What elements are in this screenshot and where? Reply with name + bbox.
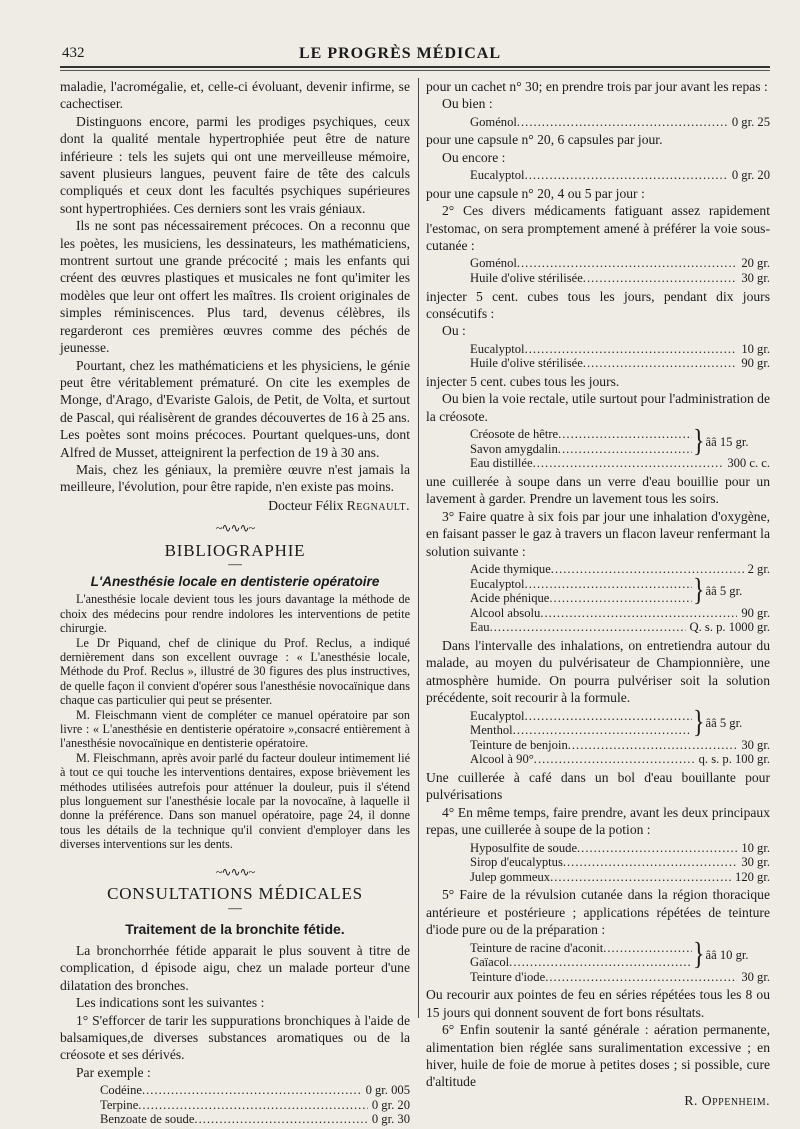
paragraph: 6° Enfin soutenir la santé générale : aération permanente, alimentation bien réglée sans suralimentation excessive ; en hiver, huile de foie de morue à petites doses ; si possible, cure d'altitude [426,1022,770,1090]
group-amount: ââ 10 gr. [705,947,749,962]
author-signature [426,1092,770,1109]
paragraph: M. Fleischmann vient de compléter ce manuel opératoire par son livre : « L'anesthésie en dentisterie opératoire »,consacré entièrement à l'anesthésie novocaïnique en dentisterie opératoire. [60,707,410,751]
prescription-line: Goménol ..... 20 gr. [470,256,770,271]
header-rule-thin [60,70,770,71]
brace-symbol: } [693,706,705,741]
paragraph: maladie, l'acromégalie, et, celle-ci évoluant, devenir infirme, se cachectiser. [60,79,410,112]
prescription-line: Goménol ..... 0 gr. 25 [470,115,770,130]
prescription-line: Eucalyptol ..... [470,577,692,592]
title-dash: — [228,899,242,915]
prescription-line: Eau ..... Q. s. p. 1000 gr. [470,620,770,635]
prescription-line: Teinture d'iode ..... 30 gr. [470,970,770,985]
prescription-line: Acide phénique ..... [470,591,692,606]
paragraph: La bronchorrhée fétide apparait le plus souvent à titre de complication, d épisode aigu, chez un malade porteur d'une dilatation des bronches. [60,942,410,993]
prescription [470,706,770,767]
paragraph: Ou bien : [442,96,493,112]
paragraph: pour une capsule n° 20, 4 ou 5 par jour : [426,185,645,201]
prescription-group [470,574,770,609]
prescription-line: Créosote de hêtre ..... [470,427,692,442]
group-amount: ââ 5 gr. [705,715,743,730]
prescription-line: Sirop d'eucalyptus ..... 30 gr. [470,855,770,870]
signature-name: Regnault. [346,497,410,513]
section-ornament: ~∿∿∿~ [215,864,255,879]
paragraph: 2° Ces divers médicaments fatiguant assez rapidement l'estomac, on sera promptement amené à préférer la voie sous-cutanée : [426,203,770,254]
paragraph: Le Dr Piquand, chef de clinique du Prof. Reclus, a indiqué dernièrement dans son excellent ouvrage : « L'anesthésie locale, Méthode du Prof. Reclus », illustré de 30 figures des plus instructives, de quelle façon il convient d'opérer sous l'anesthésie novocaïnique dans chaque cas particulier qui peut se présenter. [60,635,410,708]
prescription-group [470,938,770,973]
prescription-line: Eucalyptol ..... 10 gr. [470,342,770,357]
prescription-line: Alcool absolu ..... 90 gr. [470,606,770,621]
paragraph: L'anesthésie locale devient tous les jours davantage la méthode de choix des médecins pour rendre indolores les interventions de petite chirurgie. [60,592,410,636]
column-divider [418,78,419,1018]
prescription-line: Huile d'olive stérilisée ..... 90 gr. [470,356,770,371]
prescription [470,841,770,885]
prescription [470,168,770,183]
section-title-bibliographie: BIBLIOGRAPHIE [164,540,306,560]
paragraph: Pourtant, chez les mathématiciens et les physiciens, le génie peut être véritablement prématuré. On cite les exemples de Monge, d'Arago, d'Evariste Galois, de Petit, de Volta, et surtout de Pascal, qui réalisèrent de grandes découvertes de 16 à 25 ans. Les poètes sont moins précoces. Pourtant quelques-uns, dont Alfred de Musset, atteignirent la perfection de 19 à 30 ans. [60,357,410,460]
brace-symbol: } [693,938,705,973]
prescription-line: Eucalyptol ..... [470,709,692,724]
paragraph: Ils ne sont pas nécessairement précoces. On a reconnu que les poètes, les musiciens, les dessinateurs, les mathématiciens, montrent surtout une grande précocité ; mais les enfants qui créent des œuvres plastiques et musicales ne font qu'imiter les modèles que leur ont offert les maîtres. Ils croient originales de simples réminiscences. Plus tard, devenus célèbres, ils regarderont ces premières œuvres comme des péchés de jeunesse. [60,218,410,356]
paragraph: 1° S'efforcer de tarir les suppurations bronchiques à l'aide de balsamiques,de diverses substances aromatiques ou de la créosote et ses dérivés. [60,1012,410,1063]
paragraph: 4° En même temps, faire prendre, avant les deux principaux repas, une cuillerée à soupe de la potion : [426,804,770,838]
paragraph: pour un cachet n° 30; en prendre trois par jour avant les repas : [426,79,768,94]
prescription-group [470,424,770,459]
brace-symbol: } [693,574,705,609]
paragraph: M. Fleischmann, après avoir parlé du facteur douleur intimement lié à tout ce qui touche les interventions dentaires, expose brièvement les méthodes utilisées autrefois pour atténuer la douleur, puis il s'étend plus longuement sur l'anesthésie locale par la novocaïne, à laquelle il donne la préférence. Dans son manuel opératoire, page 24, il donne tous les détails de la technique qu'il convient d'employer dans les diverses interventions sur les dents. [60,750,410,852]
prescription-line: Huile d'olive stérilisée ..... 30 gr. [470,271,770,286]
prescription [100,1083,410,1127]
paragraph: injecter 5 cent. cubes tous les jours. [426,374,620,390]
running-header: LE PROGRÈS MÉDICAL [298,45,502,62]
prescription-line: Eau distillée ..... 300 c. c. [470,456,770,471]
paragraph: Dans l'intervalle des inhalations, on entretiendra autour du malade, au moyen du pulvérisateur de Championnière, une atmosphère humide. On pourra pulvériser soit la solution précédente, soit recourir à la formule. [426,638,770,706]
prescription-line: Teinture de racine d'aconit ..... [470,941,692,956]
prescription-line: Savon amygdalin ..... [470,442,692,457]
paragraph: injecter 5 cent. cubes tous les jours, pendant dix jours consécutifs : [426,288,770,322]
signature-prefix: Docteur Félix [268,497,347,513]
article-title: L'Anesthésie locale en dentisterie opératoire [90,573,380,589]
prescription [470,424,770,471]
prescription-line: Julep gommeux ..... 120 gr. [470,870,770,885]
paragraph: Ou : [442,323,466,339]
prescription-line: Alcool à 90° ..... q. s. p. 100 gr. [470,752,770,767]
prescription [470,342,770,371]
prescription [470,256,770,285]
prescription [470,938,770,985]
paragraph: Ou recourir aux pointes de feu en séries répétées tous les 8 ou 15 jours qui donnent souvent de fort bons résultats. [426,987,770,1020]
prescription-line: Terpine ..... 0 gr. 20 [100,1098,410,1113]
prescription-group [470,706,770,741]
signature-name: R. Oppenheim. [684,1092,770,1108]
paragraph: Ou bien la voie rectale, utile surtout pour l'administration de la créosote. [426,391,770,424]
prescription-line: Eucalyptol ..... 0 gr. 20 [470,168,770,183]
title-dash: — [228,555,242,571]
prescription [470,115,770,130]
paragraph: Mais, chez les géniaux, la première œuvre n'est jamais la meilleure, l'évolution, pour être rapide, n'en existe pas moins. [60,461,410,495]
paragraph: pour une capsule n° 20, 6 capsules par jour. [426,132,663,148]
prescription-line: Menthol ..... [470,723,692,738]
prescription-line: Hyposulfite de soude ..... 10 gr. [470,841,770,856]
author-signature [60,497,410,514]
page-number: 432 [62,45,85,61]
paragraph: 5° Faire de la révulsion cutanée dans la région thoracique antérieure et postérieure ; applications répétées de teinture d'iode pure ou de la préparation : [426,887,770,938]
prescription-line: Benzoate de soude ..... 0 gr. 30 [100,1112,410,1127]
paragraph: 3° Faire quatre à six fois par jour une inhalation d'oxygène, en faisant passer le gaz à travers un flacon laveur renfermant la solution suivante : [426,508,770,559]
prescription-line: Teinture de benjoin ..... 30 gr. [470,738,770,753]
group-amount: ââ 15 gr. [705,434,749,449]
group-amount: ââ 5 gr. [705,583,743,598]
section-ornament: ~∿∿∿~ [215,521,255,536]
left-column [60,78,410,1129]
article-title: Traitement de la bronchite fétide. [125,920,345,937]
paragraph: Par exemple : [76,1064,151,1080]
prescription-line: Codéine ..... 0 gr. 005 [100,1083,410,1098]
paragraph: Une cuillerée à café dans un bol d'eau bouillante pour pulvérisations [426,770,770,803]
header-rule [60,66,770,68]
paragraph: Les indications sont les suivantes : [76,995,265,1011]
brace-symbol: } [693,424,705,459]
prescription-line: Acide thymique ..... 2 gr. [470,562,770,577]
section-title-consultations: CONSULTATIONS MÉDICALES [107,884,363,904]
right-column [426,78,770,1109]
prescription [470,562,770,635]
paragraph: Ou encore : [442,149,506,165]
paragraph: une cuillerée à soupe dans un verre d'eau bouillie pour un lavement à garder. Prendre un lavement tous les soirs. [426,474,770,507]
prescription-line: Gaïacol ..... [470,955,692,970]
paragraph: Distinguons encore, parmi les prodiges psychiques, ceux dont la qualité mentale hypertrophiée peut être de nature inférieure : tels les sujets qui ont une merveilleuse mémoire, savent plusieurs langues, peuvent faire de tête des calculs compliqués et ceux dont les facultés psychiques supérieures sont hypertrophiées. Ces derniers sont les vrais géniaux. [60,113,410,216]
